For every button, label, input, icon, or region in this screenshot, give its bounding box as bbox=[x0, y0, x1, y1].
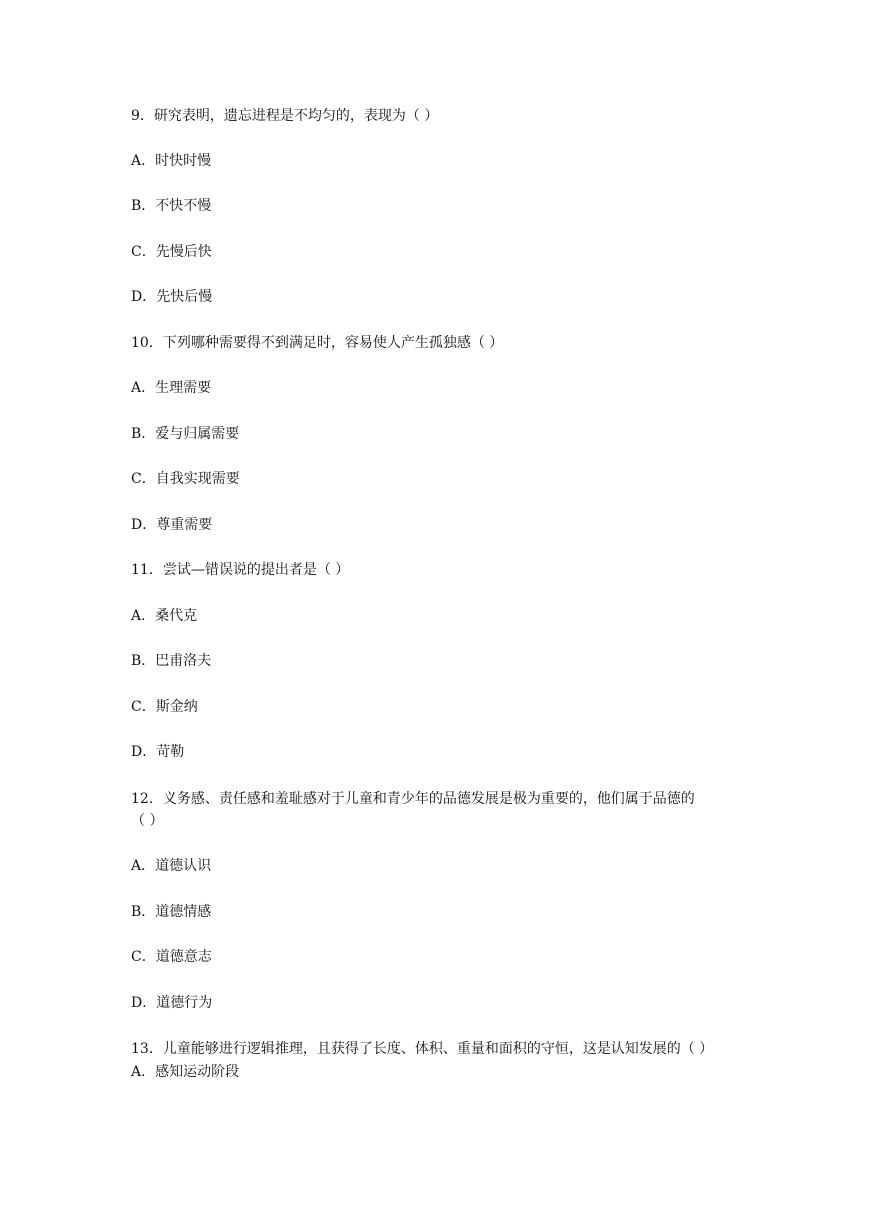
question-stem: 9．研究表明，遗忘进程是不均匀的，表现为（ ） bbox=[131, 108, 439, 124]
question-stem: 13．儿童能够进行逻辑推理，且获得了长度、体积、重量和面积的守恒，这是认知发展的（ ） bbox=[131, 1041, 714, 1057]
option-d: D．先快后慢 bbox=[131, 289, 213, 305]
option-c: C．自我实现需要 bbox=[131, 471, 240, 487]
option-a: A．感知运动阶段 bbox=[131, 1064, 240, 1080]
option-b: B．爱与归属需要 bbox=[131, 426, 240, 442]
option-d: D．尊重需要 bbox=[131, 517, 213, 533]
option-c: C．先慢后快 bbox=[131, 244, 212, 260]
option-b: B．不快不慢 bbox=[131, 198, 212, 214]
option-d: D．道德行为 bbox=[131, 995, 213, 1011]
option-a: A．时快时慢 bbox=[131, 153, 212, 169]
option-d: D．苛勒 bbox=[131, 744, 185, 760]
option-c: C．斯金纳 bbox=[131, 699, 198, 715]
question-stem: 12．义务感、责任感和羞耻感对于儿童和青少年的品德发展是极为重要的，他们属于品德的 bbox=[131, 791, 695, 807]
option-c: C．道德意志 bbox=[131, 949, 212, 965]
option-a: A．生理需要 bbox=[131, 380, 212, 396]
option-b: B．道德情感 bbox=[131, 904, 212, 920]
option-a: A．桑代克 bbox=[131, 608, 198, 624]
option-b: B．巴甫洛夫 bbox=[131, 653, 212, 669]
question-stem: 11．尝试—错误说的提出者是（ ） bbox=[131, 562, 350, 578]
question-stem: 10．下列哪种需要得不到满足时，容易使人产生孤独感（ ） bbox=[131, 335, 504, 351]
option-a: A．道德认识 bbox=[131, 858, 212, 874]
question-stem-continued: （ ） bbox=[131, 813, 164, 829]
